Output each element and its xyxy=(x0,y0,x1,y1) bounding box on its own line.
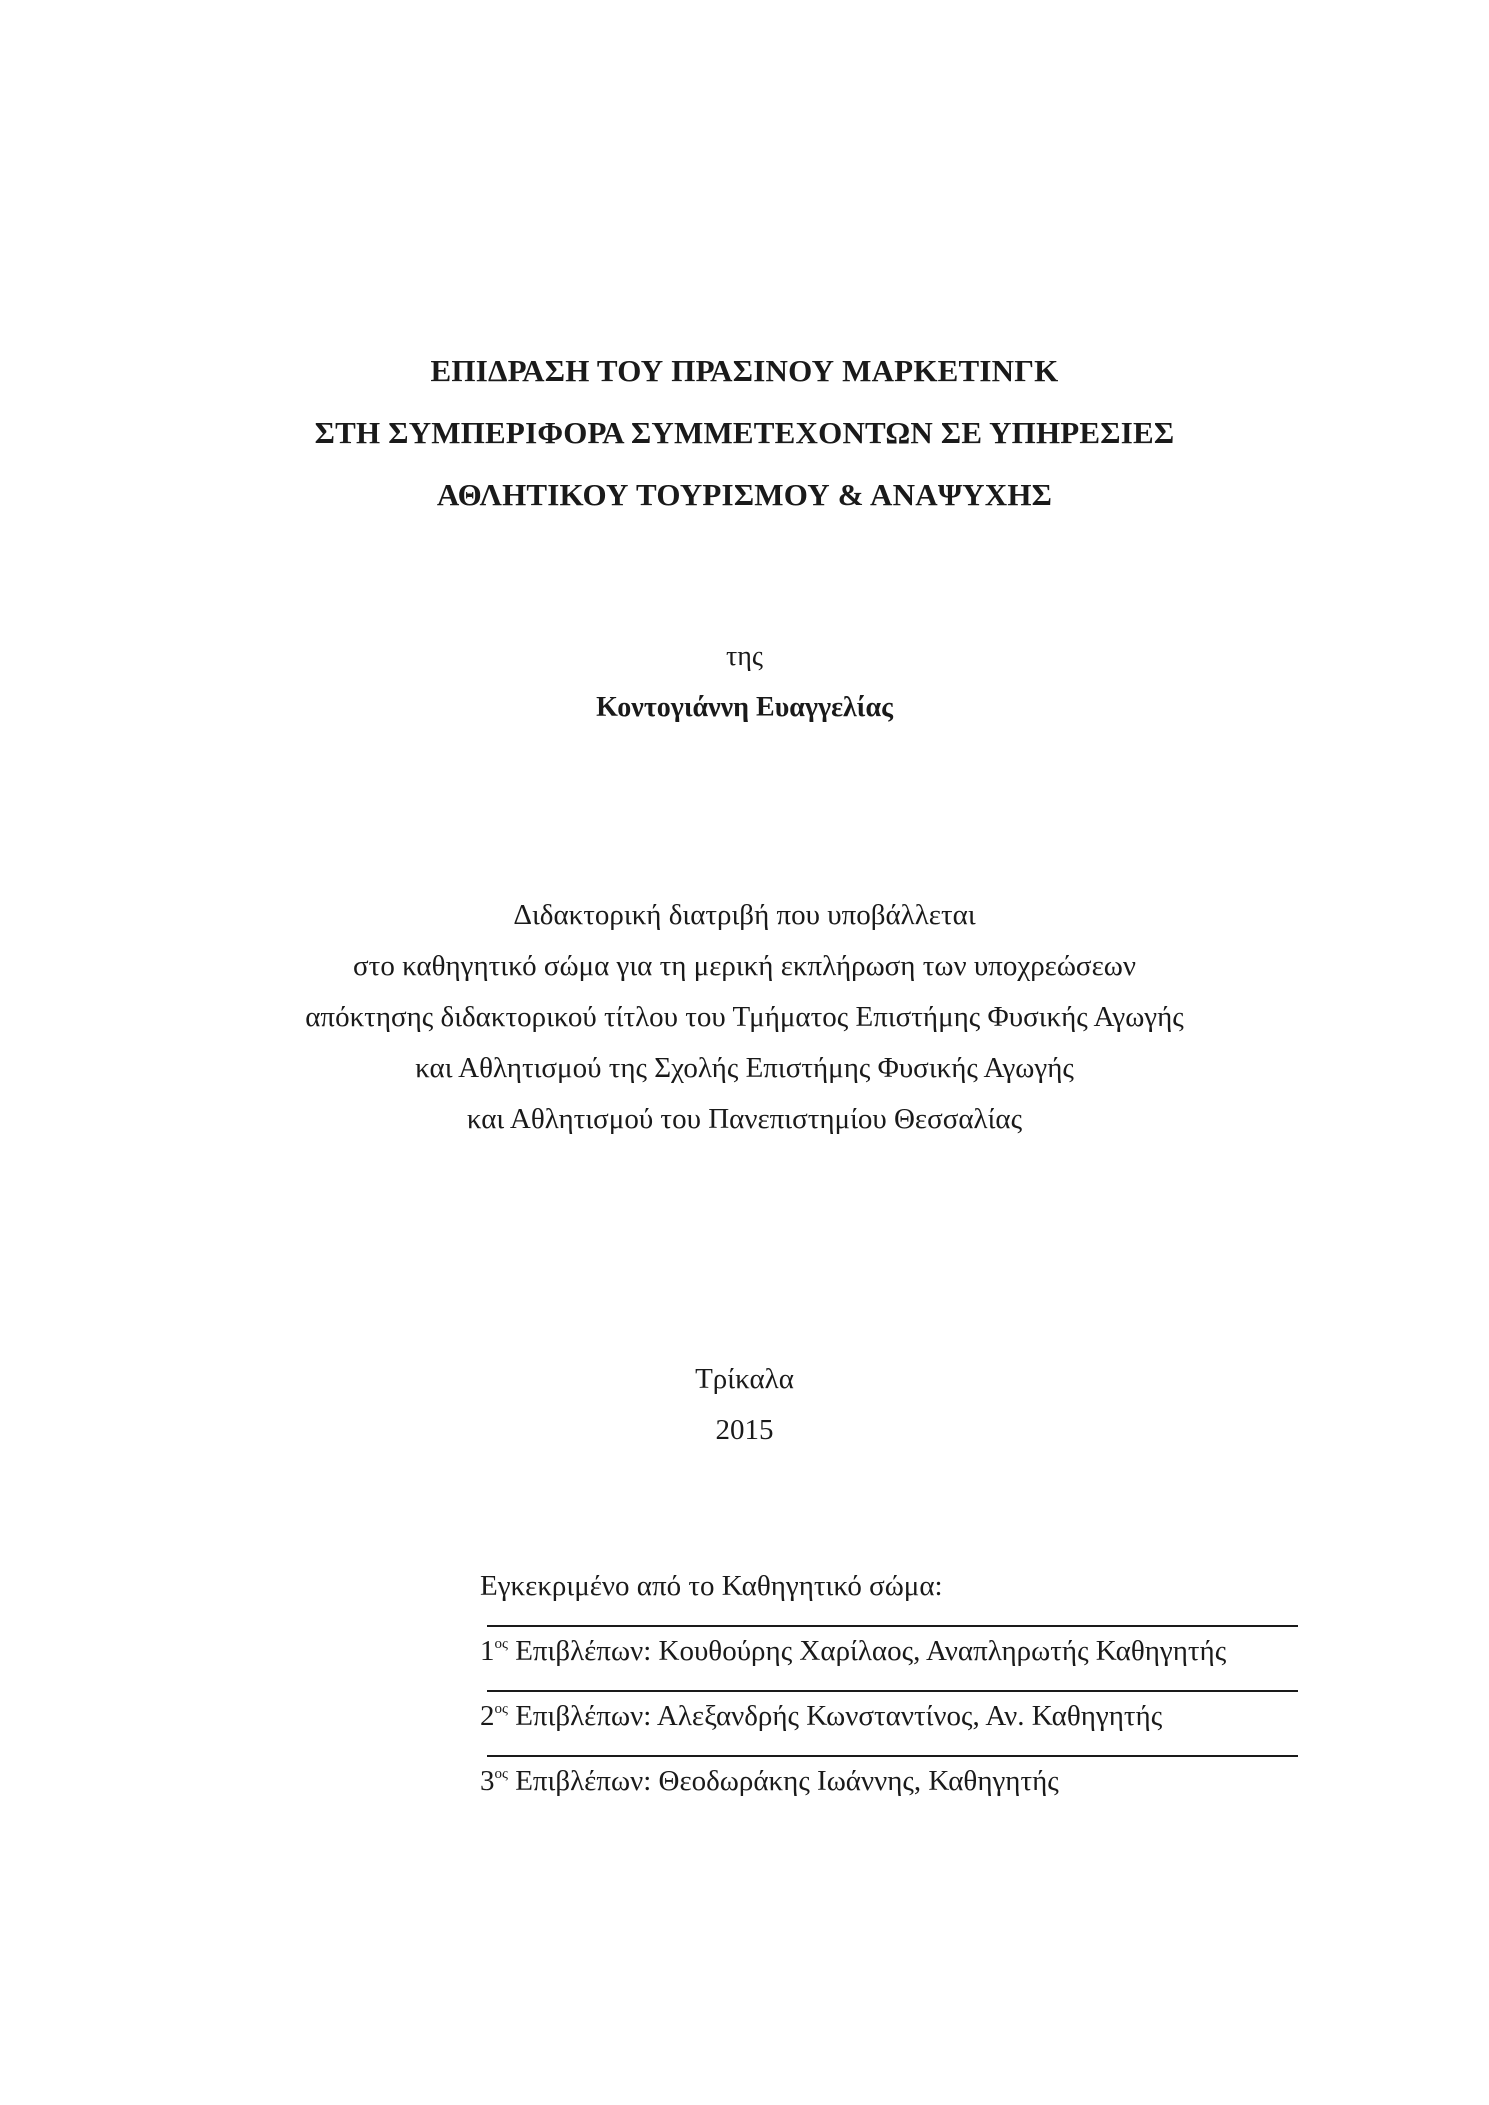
committee-member-3 xyxy=(480,1765,1059,1798)
signature-line-2 xyxy=(487,1690,1298,1692)
member-1-number: 1 xyxy=(480,1635,495,1667)
description-line-2: στο καθηγητικό σώμα για τη μερική εκπλήρωση των υποχρεώσεων xyxy=(353,950,1136,982)
signature-line-3 xyxy=(487,1755,1298,1757)
member-2-number: 2 xyxy=(480,1700,495,1732)
member-2-text: Επιβλέπων: Αλεξανδρής Κωνσταντίνος, Αν. Καθηγητής xyxy=(507,1700,1163,1732)
description-line-5: και Αθλητισμού του Πανεπιστημίου Θεσσαλίας xyxy=(466,1103,1023,1135)
description-line-4: και Αθλητισμού της Σχολής Επιστήμης Φυσικής Αγωγής xyxy=(415,1052,1074,1084)
member-2-ordinal: ος xyxy=(494,1701,508,1717)
author-label: της xyxy=(726,641,763,672)
title-line-1: ΕΠΙΔΡΑΣΗ ΤΟΥ ΠΡΑΣΙΝΟΥ ΜΑΡΚΕΤΙΝΓΚ xyxy=(430,353,1059,388)
place: Τρίκαλα xyxy=(695,1363,794,1395)
author-name: Κοντογιάννη Ευαγγελίας xyxy=(596,692,893,723)
signature-line-1 xyxy=(487,1625,1298,1627)
committee-member-2 xyxy=(480,1700,1162,1733)
description-line-1: Διδακτορική διατριβή που υποβάλλεται xyxy=(513,899,976,931)
committee-member-1 xyxy=(480,1635,1226,1668)
member-3-number: 3 xyxy=(480,1765,495,1797)
committee-header: Εγκεκριμένο από το Καθηγητικό σώμα: xyxy=(480,1570,943,1602)
member-1-ordinal: ος xyxy=(494,1636,508,1652)
member-3-ordinal: ος xyxy=(494,1766,508,1782)
member-1-text: Επιβλέπων: Κουθούρης Χαρίλαος, Αναπληρωτής Καθηγητής xyxy=(507,1635,1227,1667)
title-line-3: ΑΘΛΗΤΙΚΟΥ ΤΟΥΡΙΣΜΟΥ & ΑΝΑΨΥΧΗΣ xyxy=(436,477,1053,512)
year: 2015 xyxy=(715,1414,774,1446)
title-line-2: ΣΤΗ ΣΥΜΠΕΡΙΦΟΡΑ ΣΥΜΜΕΤΕΧΟΝΤΩΝ ΣΕ ΥΠΗΡΕΣΙΕΣ xyxy=(314,415,1175,450)
description-line-3: απόκτησης διδακτορικού τίτλου του Τμήματος Επιστήμης Φυσικής Αγωγής xyxy=(305,1001,1184,1033)
member-3-text: Επιβλέπων: Θεοδωράκης Ιωάννης, Καθηγητής xyxy=(507,1765,1059,1797)
